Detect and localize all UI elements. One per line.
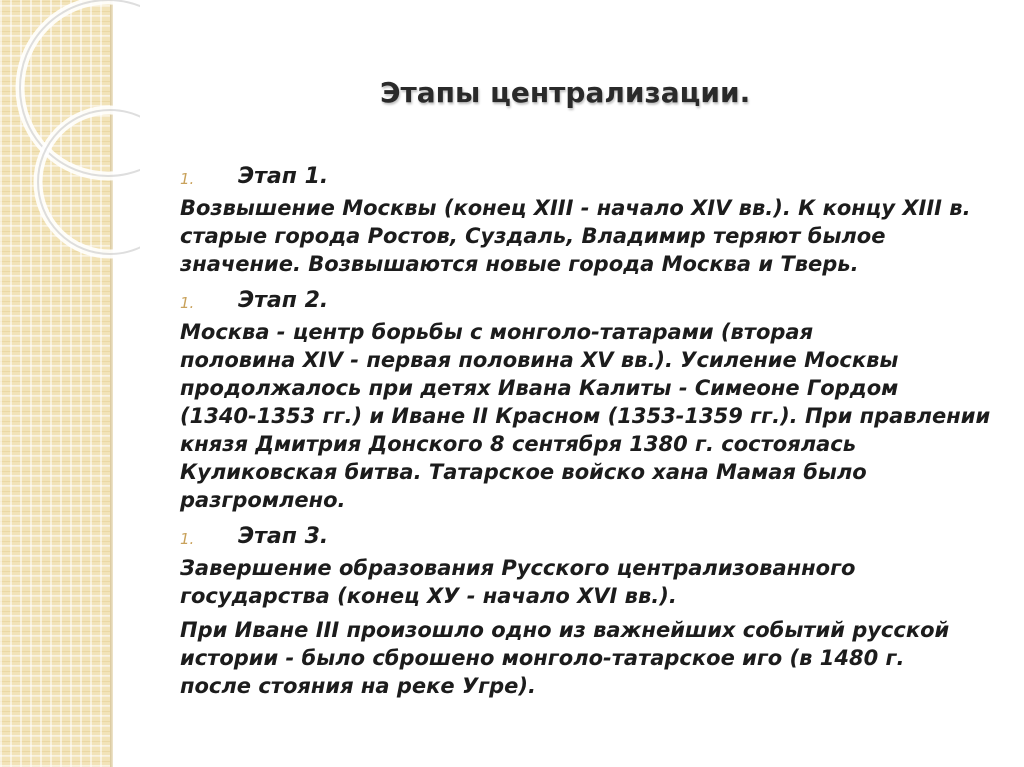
stage-label: Этап 3.	[238, 524, 329, 549]
text-line: после стояния на реке Угре).	[180, 674, 536, 698]
text-line: Москва - центр борьбы с монголо-татарами (вторая	[180, 320, 814, 344]
text-line: Куликовская битва. Татарское войско хана Мамая было	[180, 460, 867, 484]
text-line: истории - было сброшено монголо-татарское иго (в 1480 г.	[180, 646, 905, 670]
stage-label: Этап 1.	[238, 164, 329, 189]
text-line: половина XIV - первая половина XV вв.). Усиление Москвы	[180, 348, 899, 372]
text-line: значение. Возвышаются новые города Москва и Тверь.	[180, 252, 859, 276]
list-number: 1.	[180, 294, 195, 312]
text-line: (1340-1353 гг.) и Иване II Красном (1353-1359 гг.). При правлении	[180, 404, 991, 428]
stage-heading	[180, 160, 1000, 194]
stage-paragraph	[180, 554, 1000, 610]
text-line: Возвышение Москвы (конец XIII - начало XIV вв.). К концу XIII в.	[180, 196, 971, 220]
stage-paragraph	[180, 194, 1000, 278]
text-line: князя Дмитрия Донского 8 сентября 1380 г. состоялась	[180, 432, 856, 456]
stage-heading	[180, 284, 1000, 318]
text-line: разгромлено.	[180, 488, 346, 512]
text-line: продолжалось при детях Ивана Калиты - Симеоне Гордом	[180, 376, 899, 400]
slide-title: Этапы централизации.	[380, 76, 751, 109]
text-line: При Иване III произошло одно из важнейших событий русской	[180, 618, 950, 642]
list-number: 1.	[180, 530, 195, 548]
stage-label: Этап 2.	[238, 288, 329, 313]
stage-heading	[180, 520, 1000, 554]
side-panel-edge	[110, 0, 113, 767]
stage-paragraph	[180, 616, 1000, 700]
text-line: государства (конец ХУ - начало XVI вв.).	[180, 584, 677, 608]
text-line: старые города Ростов, Суздаль, Владимир теряют былое	[180, 224, 886, 248]
text-line: Завершение образования Русского централизованного	[180, 556, 856, 580]
content-list	[180, 160, 1000, 706]
decorative-side-panel	[0, 0, 110, 767]
list-number: 1.	[180, 170, 195, 188]
stage-paragraph	[180, 318, 1000, 514]
